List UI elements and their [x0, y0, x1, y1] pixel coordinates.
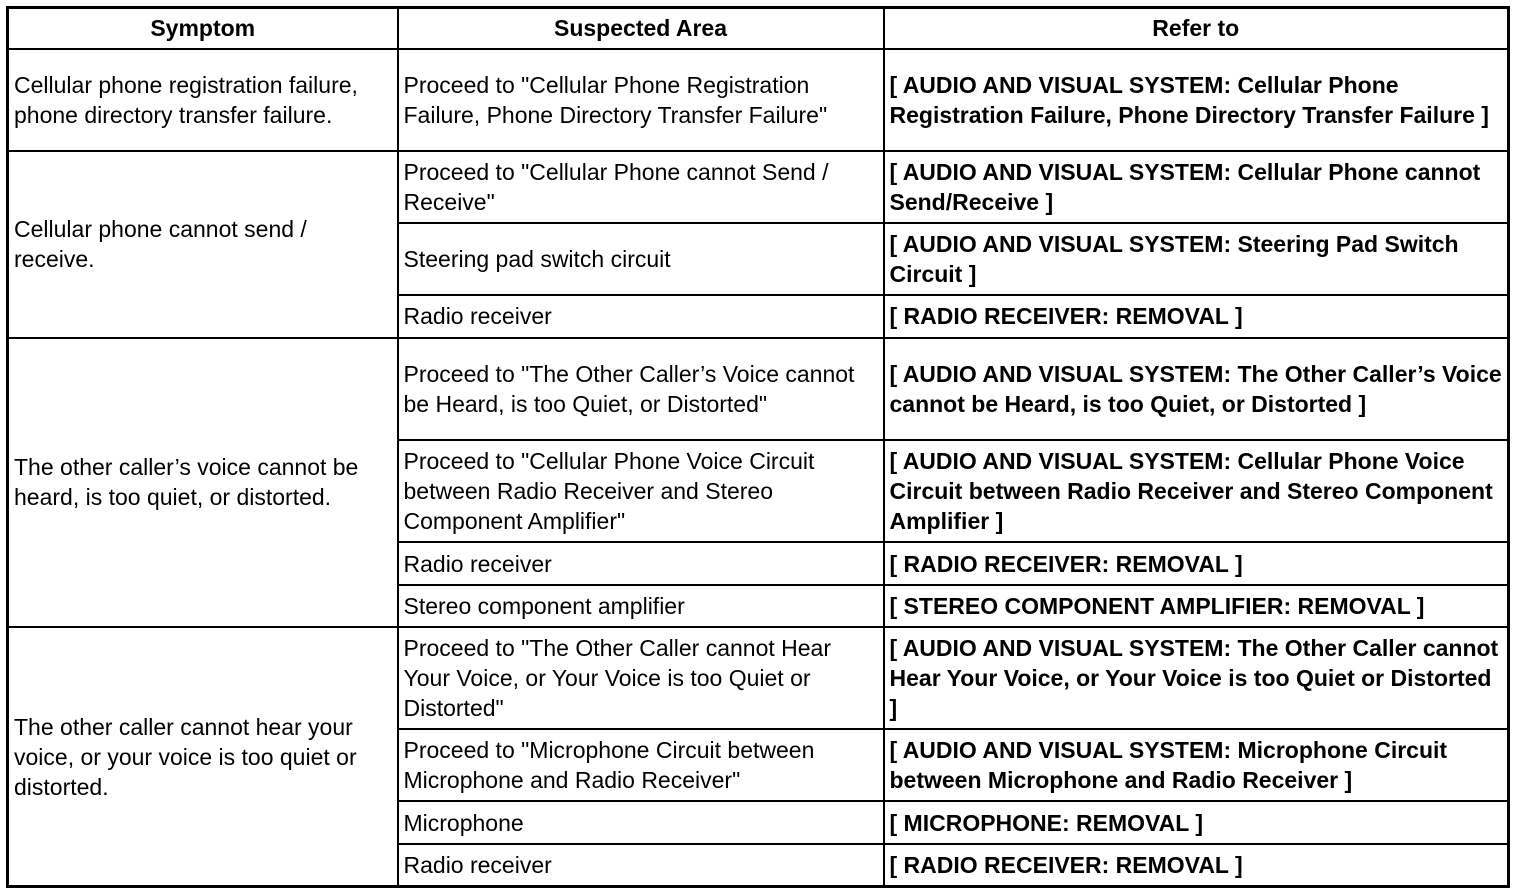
- refer-to-cell: [ AUDIO AND VISUAL SYSTEM: Cellular Phone Voice Circuit between Radio Receiver and Stereo Component Amplifier ]: [884, 440, 1509, 542]
- symptom-table: [6, 6, 1510, 888]
- symptom-cell: The other caller cannot hear your voice, or your voice is too quiet or distorted.: [8, 627, 398, 886]
- header-refer-to: Refer to: [884, 8, 1509, 49]
- suspected-area-cell: Stereo component amplifier: [398, 585, 884, 627]
- table-row: [8, 151, 1509, 223]
- refer-to-cell: [ RADIO RECEIVER: REMOVAL ]: [884, 844, 1509, 886]
- suspected-area-cell: Proceed to "Cellular Phone Registration Failure, Phone Directory Transfer Failure": [398, 49, 884, 151]
- header-row: [8, 8, 1509, 49]
- header-symptom: Symptom: [8, 8, 398, 49]
- table-row: [8, 49, 1509, 151]
- symptom-cell: The other caller’s voice cannot be heard, is too quiet, or distorted.: [8, 338, 398, 627]
- suspected-area-cell: Radio receiver: [398, 844, 884, 886]
- refer-to-cell: [ AUDIO AND VISUAL SYSTEM: The Other Caller’s Voice cannot be Heard, is too Quiet, or Distorted ]: [884, 338, 1509, 440]
- suspected-area-cell: Radio receiver: [398, 542, 884, 585]
- suspected-area-cell: Proceed to "The Other Caller cannot Hear Your Voice, or Your Voice is too Quiet or Distorted": [398, 627, 884, 729]
- suspected-area-cell: Proceed to "Cellular Phone cannot Send / Receive": [398, 151, 884, 223]
- refer-to-cell: [ AUDIO AND VISUAL SYSTEM: The Other Caller cannot Hear Your Voice, or Your Voice is too Quiet or Distorted ]: [884, 627, 1509, 729]
- refer-to-cell: [ STEREO COMPONENT AMPLIFIER: REMOVAL ]: [884, 585, 1509, 627]
- symptom-cell: Cellular phone registration failure, phone directory transfer failure.: [8, 49, 398, 151]
- suspected-area-cell: Microphone: [398, 801, 884, 844]
- table-row: [8, 338, 1509, 440]
- refer-to-cell: [ RADIO RECEIVER: REMOVAL ]: [884, 542, 1509, 585]
- suspected-area-cell: Radio receiver: [398, 295, 884, 338]
- suspected-area-cell: Proceed to "Cellular Phone Voice Circuit between Radio Receiver and Stereo Component Amplifier": [398, 440, 884, 542]
- suspected-area-cell: Proceed to "Microphone Circuit between Microphone and Radio Receiver": [398, 729, 884, 801]
- table-row: [8, 627, 1509, 729]
- suspected-area-cell: Steering pad switch circuit: [398, 223, 884, 295]
- symptom-cell: Cellular phone cannot send / receive.: [8, 151, 398, 338]
- refer-to-cell: [ AUDIO AND VISUAL SYSTEM: Cellular Phone cannot Send/Receive ]: [884, 151, 1509, 223]
- refer-to-cell: [ MICROPHONE: REMOVAL ]: [884, 801, 1509, 844]
- suspected-area-cell: Proceed to "The Other Caller’s Voice cannot be Heard, is too Quiet, or Distorted": [398, 338, 884, 440]
- header-suspected-area: Suspected Area: [398, 8, 884, 49]
- refer-to-cell: [ AUDIO AND VISUAL SYSTEM: Microphone Circuit between Microphone and Radio Receiver ]: [884, 729, 1509, 801]
- refer-to-cell: [ RADIO RECEIVER: REMOVAL ]: [884, 295, 1509, 338]
- refer-to-cell: [ AUDIO AND VISUAL SYSTEM: Cellular Phone Registration Failure, Phone Directory Transfer Failure ]: [884, 49, 1509, 151]
- refer-to-cell: [ AUDIO AND VISUAL SYSTEM: Steering Pad Switch Circuit ]: [884, 223, 1509, 295]
